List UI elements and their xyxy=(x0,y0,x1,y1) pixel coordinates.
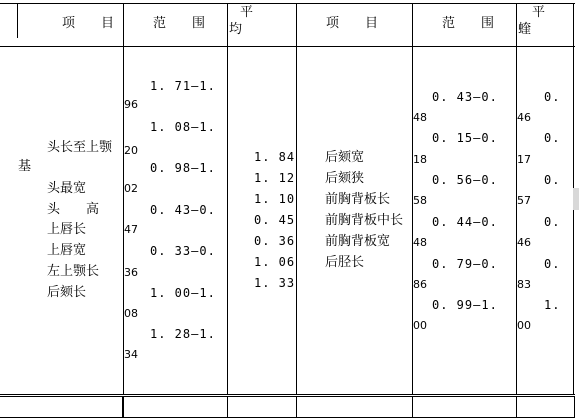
table-top-border xyxy=(0,3,575,4)
right-avg: 0. xyxy=(544,90,561,104)
left-partial-digit: 47 xyxy=(124,223,138,236)
left-avg: 1. 84 xyxy=(254,150,296,164)
left-item: 后颏长 xyxy=(47,285,87,300)
left-item: 头 高 xyxy=(47,202,100,217)
left-item: 上唇宽 xyxy=(47,243,87,258)
footer-cell xyxy=(412,396,517,418)
right-avg: 83 xyxy=(517,278,531,291)
left-avg: 1. 33 xyxy=(254,276,296,290)
right-avg: 17 xyxy=(517,153,531,166)
left-range: 1. 00—1. xyxy=(150,286,216,300)
right-range: 0. 15—0. xyxy=(432,131,498,145)
right-partial-digit: 86 xyxy=(413,278,427,291)
header-avg-right-bottom: 蝰 xyxy=(518,22,532,37)
left-item: 头最宽 xyxy=(47,181,87,196)
header-avg-right-top: 平 xyxy=(532,5,546,20)
right-avg: 46 xyxy=(517,236,531,249)
header-avg-left-bottom: 均 xyxy=(229,22,243,37)
left-item: 上唇长 xyxy=(47,222,87,237)
right-item: 后颏宽 xyxy=(325,150,365,165)
right-avg: 0. xyxy=(544,131,561,145)
left-avg: 1. 06 xyxy=(254,255,296,269)
left-partial-digit: 20 xyxy=(124,144,138,157)
right-avg: 00 xyxy=(517,319,531,332)
header-range-left: 范 围 xyxy=(153,16,206,31)
edge-marker xyxy=(573,188,579,210)
left-partial-digit: 96 xyxy=(124,98,138,111)
right-item: 前胸背板中长 xyxy=(325,213,404,228)
col-border-3 xyxy=(296,3,297,394)
footer-cell xyxy=(123,396,228,418)
right-partial-digit: 48 xyxy=(413,111,427,124)
header-range-right: 范 围 xyxy=(442,16,495,31)
left-item: 左上颚长 xyxy=(47,264,100,279)
col-border-left-edge xyxy=(17,3,18,38)
left-avg: 1. 12 xyxy=(254,171,296,185)
left-partial-digit: 34 xyxy=(124,348,138,361)
right-avg: 0. xyxy=(544,257,561,271)
right-range: 0. 43—0. xyxy=(432,90,498,104)
col-border-2 xyxy=(227,3,228,394)
left-partial-digit: 36 xyxy=(124,266,138,279)
right-partial-digit: 48 xyxy=(413,236,427,249)
left-range: 0. 33—0. xyxy=(150,244,216,258)
right-range: 0. 56—0. xyxy=(432,173,498,187)
right-avg: 46 xyxy=(517,111,531,124)
right-item: 后胫长 xyxy=(325,255,365,270)
header-item-left: 项 目 xyxy=(62,16,115,31)
table-bottom-border xyxy=(0,394,575,395)
left-partial-digit: 08 xyxy=(124,307,138,320)
right-range: 0. 44—0. xyxy=(432,215,498,229)
footer-cell xyxy=(516,396,575,418)
footer-cell xyxy=(227,396,297,418)
right-avg: 0. xyxy=(544,215,561,229)
col-border-1 xyxy=(123,3,124,394)
right-item: 前胸背板长 xyxy=(325,192,391,207)
left-range: 1. 71—1. xyxy=(150,79,216,93)
edge-label: 基 xyxy=(18,159,32,174)
left-partial-digit: 02 xyxy=(124,182,138,195)
left-range: 1. 28—1. xyxy=(150,327,216,341)
right-range: 0. 99—1. xyxy=(432,298,498,312)
right-avg: 0. xyxy=(544,173,561,187)
header-avg-left-top: 平 xyxy=(240,5,254,20)
left-avg: 0. 36 xyxy=(254,234,296,248)
left-avg: 1. 10 xyxy=(254,192,296,206)
left-avg: 0. 45 xyxy=(254,213,296,227)
header-item-right: 项 目 xyxy=(326,16,379,31)
footer-cell xyxy=(0,396,123,418)
left-range: 0. 98—1. xyxy=(150,161,216,175)
header-row-divider xyxy=(0,46,575,47)
right-item: 前胸背板宽 xyxy=(325,234,391,249)
right-item: 后颏狭 xyxy=(325,171,365,186)
right-partial-digit: 00 xyxy=(413,319,427,332)
left-item: 头长至上颚 xyxy=(47,140,113,155)
right-partial-digit: 18 xyxy=(413,153,427,166)
right-avg: 57 xyxy=(517,194,531,207)
left-range: 1. 08—1. xyxy=(150,120,216,134)
right-avg: 1. xyxy=(544,298,561,312)
right-range: 0. 79—0. xyxy=(432,257,498,271)
left-range: 0. 43—0. xyxy=(150,203,216,217)
footer-cell xyxy=(296,396,413,418)
right-partial-digit: 58 xyxy=(413,194,427,207)
